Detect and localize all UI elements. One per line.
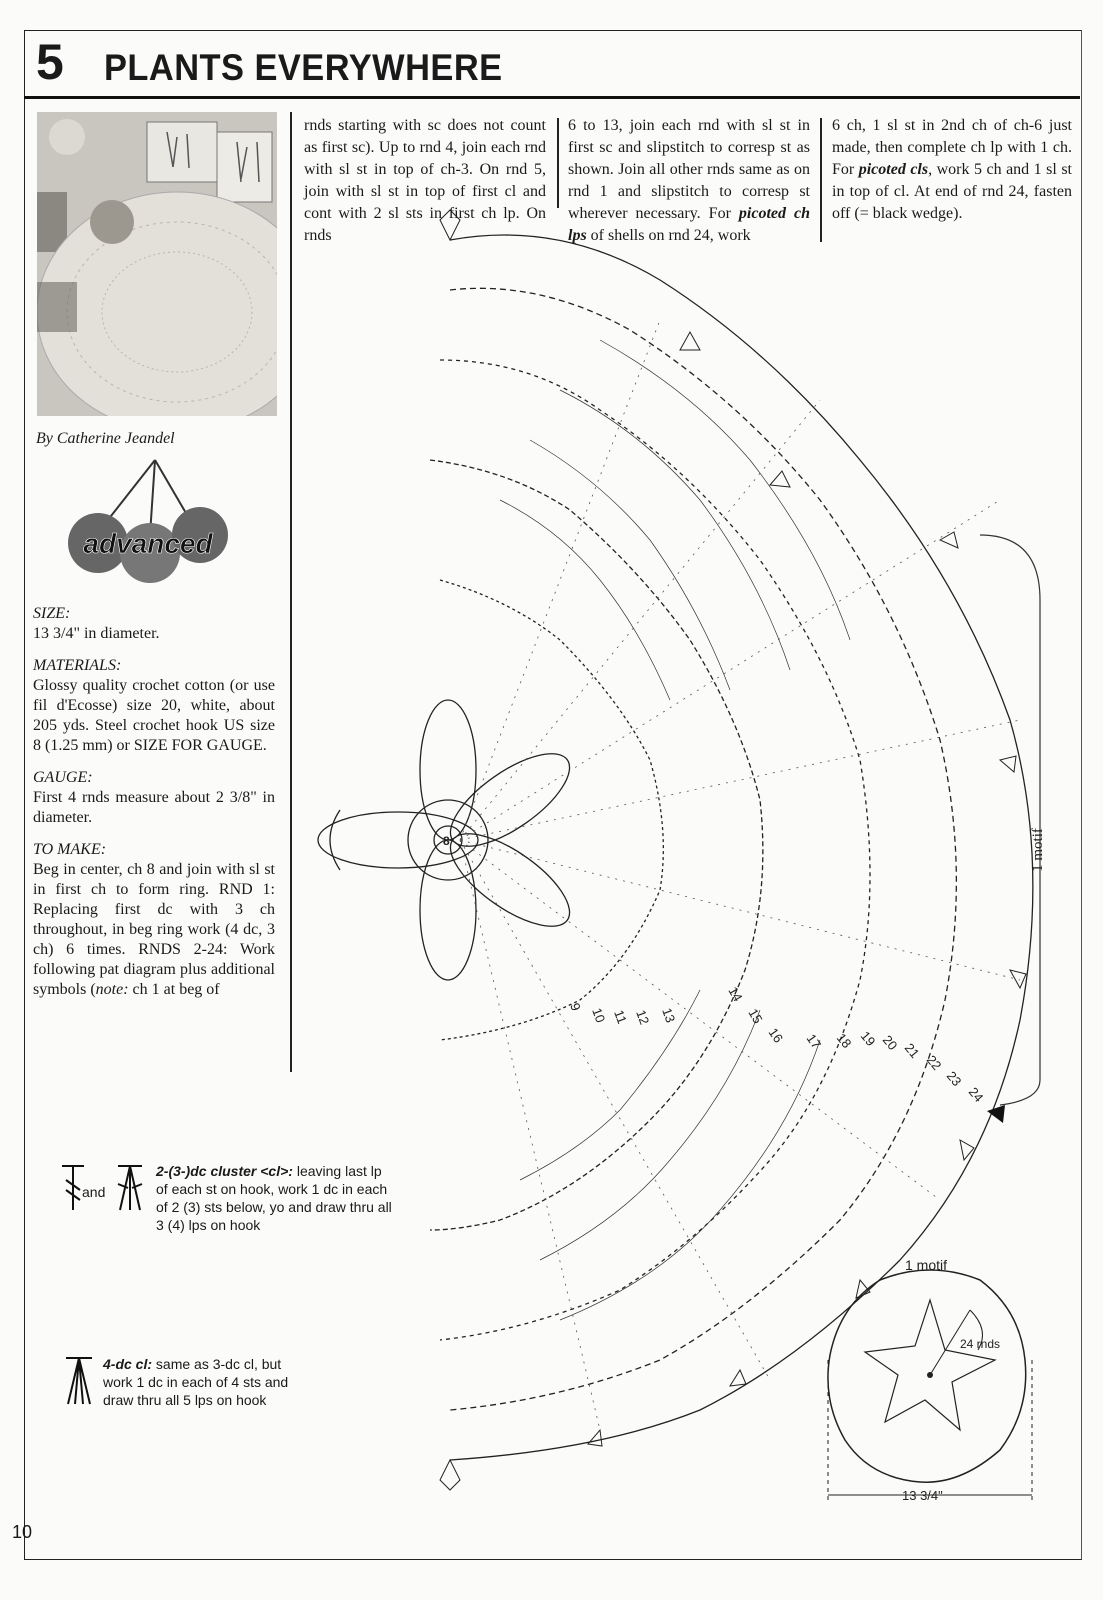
round-label-17: 17 [803, 1031, 825, 1052]
col3-text-c: , work 5 ch and 1 sl st in top of cl. At end of rnd 24, fasten off (= black wedge). [832, 161, 1073, 222]
make-body: Beg in center, ch 8 and join with sl st in first ch to form ring. RND 1: Replacing first dc with 3 ch throughout, in beg ring work (4 dc, 3 ch) 6 times. RNDS 2-24: Work following pat diagram plus additional symbols ( [33, 861, 275, 998]
diagram-motif-label: 1 motif [1030, 828, 1046, 872]
round-label-11: 11 [611, 1007, 630, 1026]
round-label-21: 21 [901, 1040, 923, 1062]
cluster-legend [156, 1162, 396, 1234]
round-label-16: 16 [765, 1025, 787, 1046]
four-dc-legend-title: 4-dc cl: [103, 1356, 153, 1372]
col2-text-a: 6 to 13, join each rnd with sl st in first sc and slipstitch to corresp st as shown. Join all other rnds same as on rnd 1 and slipstitch to corresp st wherever necessary. For [568, 117, 810, 222]
schematic-diameter-label: 13 3/4" [902, 1488, 943, 1503]
make-label: TO MAKE: [33, 841, 107, 858]
difficulty-badge [60, 455, 240, 590]
gauge-text: First 4 rnds measure about 2 3/8" in diameter. [33, 789, 275, 826]
page-title: PLANTS EVERYWHERE [104, 47, 503, 88]
materials-text: Glossy quality crochet cotton (or use fil d'Ecosse) size 20, white, about 205 yds. Steel crochet hook US size 8 (1.25 mm) or SIZE FOR GAUGE. [33, 677, 275, 754]
round-label-23: 23 [943, 1068, 965, 1090]
round-label-20: 20 [879, 1032, 901, 1054]
round-label-22: 22 [923, 1052, 945, 1074]
col3-text-a: 6 ch, 1 sl st in 2nd ch of ch-6 just made, then complete ch lp with 1 ch. For [832, 117, 1072, 178]
cluster-legend-title: 2-(3-)dc cluster <cl>: [156, 1163, 293, 1179]
legend-and: and [82, 1184, 106, 1200]
round-label-12: 12 [633, 1007, 653, 1027]
round-label-9: 9 [567, 1000, 584, 1013]
gauge-label: GAUGE: [33, 769, 93, 786]
round-label-24: 24 [965, 1084, 987, 1106]
size-schematic [820, 1250, 1040, 1510]
instructions-col-1: rnds starting with sc does not count as first sc). Up to rnd 4, join each rnd with sl st in top of ch-3. On rnd 5, join with sl st in top of first cl and cont with 2 sl sts in first ch lp. On rnds [304, 117, 546, 244]
specs-column [33, 604, 275, 1000]
make-note-text: ch 1 at beg of [128, 981, 220, 998]
materials-label: MATERIALS: [33, 657, 122, 674]
make-note-label: note: [95, 981, 129, 998]
page-number: 10 [12, 1522, 33, 1542]
byline: By Catherine Jeandel [36, 430, 175, 447]
four-dc-cluster-icon [62, 1352, 96, 1408]
size-text: 13 3/4" in diameter. [33, 625, 160, 642]
size-label: SIZE: [33, 605, 71, 622]
schematic-rounds-label: 24 rnds [960, 1337, 1001, 1351]
cluster-legend-text: leaving last lp of each st on hook, work 1 dc in each of 2 (3) sts below, yo and draw thru all 3 (4) lps on hook [156, 1163, 392, 1233]
column-divider-2 [557, 118, 559, 208]
round-label-19: 19 [857, 1028, 879, 1050]
three-dc-cluster-icon [112, 1160, 148, 1214]
round-label-15: 15 [745, 1006, 766, 1027]
badge-label: advanced [83, 528, 213, 559]
col3-emph: picoted cls [858, 161, 929, 178]
make-text [33, 860, 275, 1000]
round-label-13: 13 [659, 1005, 679, 1025]
pattern-number: 5 [36, 34, 64, 90]
center-ring-mark: 8 [443, 834, 450, 848]
four-dc-legend [103, 1355, 313, 1409]
four-dc-legend-text: same as 3-dc cl, but work 1 dc in each of 4 sts and draw thru all 5 lps on hook [103, 1356, 289, 1408]
round-label-10: 10 [589, 1005, 609, 1025]
doily-photo [37, 112, 277, 416]
round-label-14: 14 [725, 984, 746, 1005]
col2-text-c: of shells on rnd 24, work [586, 227, 751, 244]
column-divider-1 [290, 112, 292, 1072]
col2-emph: picoted ch lps [568, 205, 811, 244]
round-label-18: 18 [833, 1030, 855, 1052]
schematic-motif-label: 1 motif [905, 1257, 948, 1273]
